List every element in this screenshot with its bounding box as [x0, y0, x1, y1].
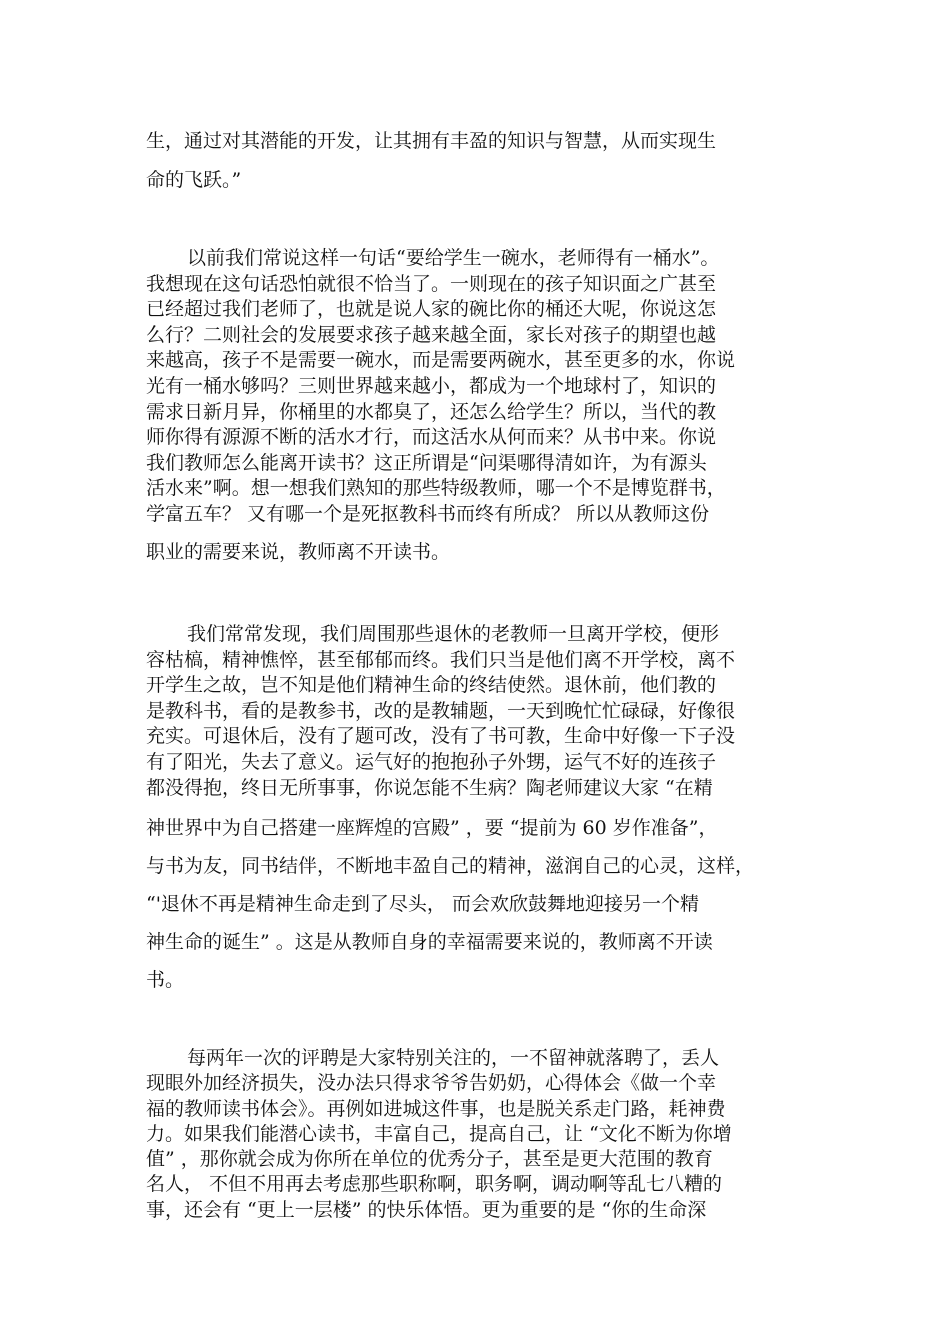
text-line: 书。 [146, 969, 185, 992]
text-line: 神世界中为自己搭建一座辉煌的宫殿” ，要 “提前为 60 岁作准备”， [146, 817, 718, 840]
text-line: 事，还会有 “更上一层楼” 的快乐体悟。更为重要的是 “你的生命深 [146, 1198, 707, 1221]
text-line: 光有一桶水够吗？三则世界越来越小，都成为一个地球村了，知识的 [146, 374, 717, 397]
text-line: 我们教师怎么能离开读书？这正所谓是“问渠哪得清如许，为有源头 [146, 451, 707, 474]
paragraph-3 [146, 622, 808, 999]
text-line: 生，通过对其潜能的开发，让其拥有丰盈的知识与智慧，从而实现生 [146, 130, 717, 152]
text-line: 现眼外加经济损失，没办法只得求爷爷告奶奶，心得体会《做一个幸 [146, 1072, 717, 1095]
text-line: 力。如果我们能潜心读书，丰富自己，提高自己，让 “文化不断为你增 [146, 1122, 732, 1145]
text-line: 我想现在这句话恐怕就很不恰当了。一则现在的孩子知识面之广甚至 [146, 272, 717, 295]
text-line: 我们常常发现，我们周围那些退休的老教师一旦离开学校，便形 [187, 623, 720, 645]
text-line: 已经超过我们老师了，也就是说人家的碗比你的桶还大呢，你说这怎 [146, 298, 717, 321]
text-line: 每两年一次的评聘是大家特别关注的，一不留神就落聘了，丢人 [187, 1047, 720, 1069]
text-line: 名人， 不但不用再去考虑那些职称啊，职务啊，调动啊等乱七八糟的 [146, 1173, 723, 1196]
text-line: 是教科书，看的是教参书，改的是教辅题，一天到晚忙忙碌碌，好像很 [146, 699, 736, 722]
paragraph-2 [146, 246, 808, 565]
text-line: 与书为友，同书结伴，不断地丰盈自己的精神，滋润自己的心灵，这样， [146, 855, 755, 878]
paragraph-4 [146, 1046, 808, 1223]
text-line: 来越高，孩子不是需要一碗水，而是需要两碗水，甚至更多的水，你说 [146, 349, 736, 372]
text-line: 学富五车？ 又有哪一个是死抠教科书而终有所成？ 所以从教师这份 [146, 502, 710, 525]
text-line: 职业的需要来说，教师离不开读书。 [146, 540, 451, 563]
text-line: 以前我们常说这样一句话“要给学生一碗水，老师得有一桶水”。 [187, 247, 720, 269]
paragraph-1 [146, 122, 808, 200]
text-line: 神生命的诞生” 。这是从教师自身的幸福需要来说的，教师离不开读 [146, 931, 713, 954]
text-line: 有了阳光，失去了意义。运气好的抱抱孙子外甥，运气不好的连孩子 [146, 750, 717, 773]
text-line: 么行？二则社会的发展要求孩子越来越全面，家长对孩子的期望也越 [146, 323, 717, 346]
text-line: 福的教师读书体会》。再例如进城这件事，也是脱关系走门路，耗神费 [146, 1097, 726, 1120]
text-line: 需求日新月异，你桶里的水都臭了，还怎么给学生？所以，当代的教 [146, 400, 717, 423]
text-line: 充实。可退休后，没有了题可改，没有了书可教，生命中好像一下子没 [146, 725, 736, 748]
text-line: 命的飞跃。” [146, 169, 242, 191]
text-line: 开学生之故，岂不知是他们精神生命的终结使然。退休前，他们教的 [146, 674, 717, 697]
text-line: 师你得有源源不断的活水才行，而这活水从何而来？从书中来。你说 [146, 426, 717, 449]
text-line: 值” ，那你就会成为你所在单位的优秀分子，甚至是更大范围的教育 [146, 1148, 713, 1171]
text-line: 活水来”啊。想一想我们熟知的那些特级教师，哪一个不是博览群书， [146, 477, 726, 500]
text-line: 都没得抱，终日无所事事，你说怎能不生病？陶老师建议大家 “在精 [146, 776, 713, 799]
text-line: 容枯槁，精神憔悴，甚至郁郁而终。我们只当是他们离不开学校，离不 [146, 648, 736, 671]
text-line: “'退休不再是精神生命走到了尽头， 而会欢欣鼓舞地迎接另一个精 [146, 893, 699, 916]
